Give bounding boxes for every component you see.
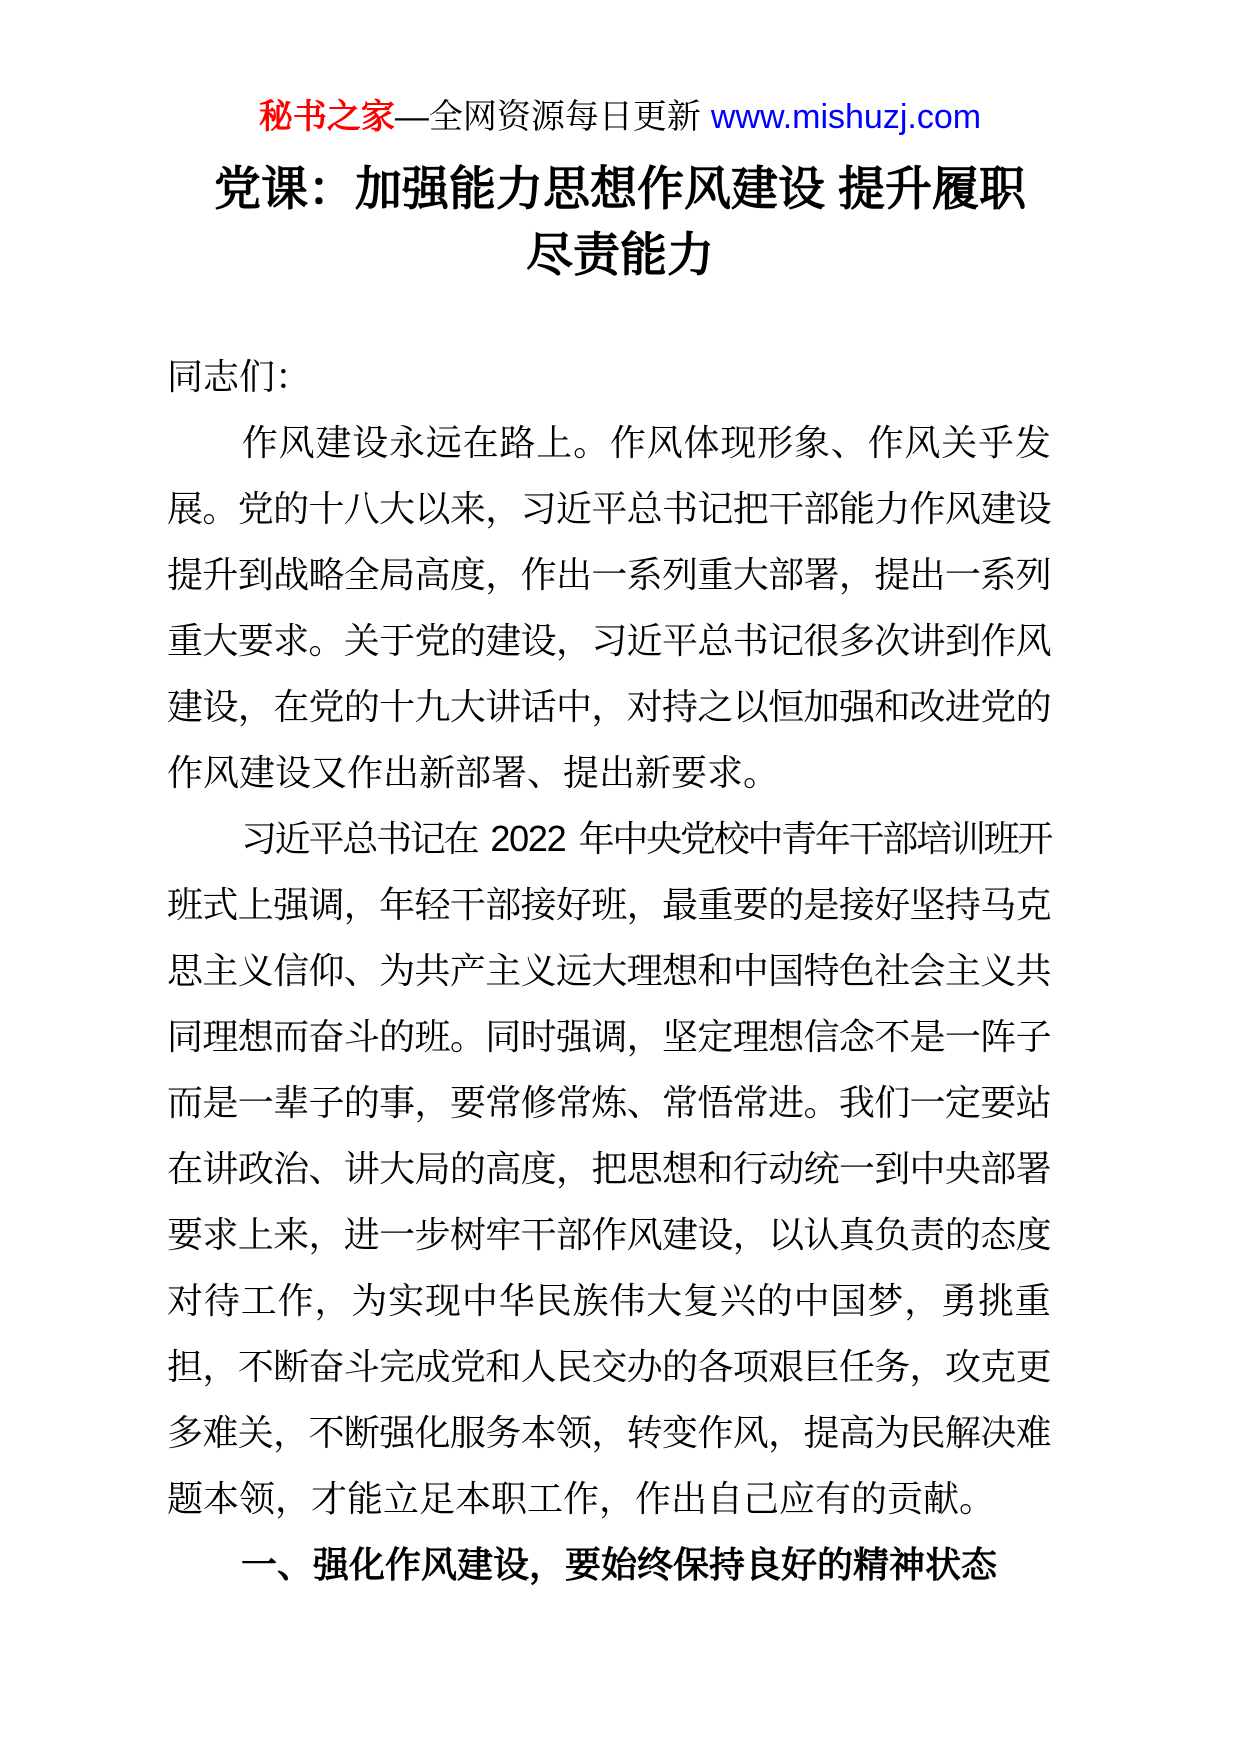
site-brand: 秘书之家: [258, 98, 395, 136]
section-heading: [167, 1532, 1051, 1598]
text-line: 提 升 到 战 略 全 局 高 度 ， 作 出 一 系 列 重 大 部 署 ， 提 出 一 系 列: [167, 554, 1052, 595]
text-line: 同 理 想 而 奋 斗 的 班 。 同 时 强 调 ， 坚 定 理 想 信 念 不 是 一 阵 子: [167, 1016, 1052, 1057]
salutation: 同志们：: [167, 356, 312, 397]
paragraphs-container: [167, 410, 1054, 1598]
text-line: 习 近 平 总 书 记 在 2 0 2 2 年 中 央 党 校 中 青 年 干 部 培 训 班 开: [241, 818, 1054, 859]
page-header: [0, 0, 1240, 138]
text-line: 要 求 上 来 ， 进 一 步 树 牢 干 部 作 风 建 设 ， 以 认 真 负 责 的 态 度: [167, 1214, 1052, 1255]
header-tagline: 全网资源每日更新: [428, 98, 701, 136]
header-separator: —: [394, 98, 429, 136]
text-line: 在 讲 政 治 、 讲 大 局 的 高 度 ， 把 思 想 和 行 动 统 一 到 中 央 部 署: [167, 1148, 1052, 1189]
text-line: 展 。 党 的 十 八 大 以 来 ， 习 近 平 总 书 记 把 干 部 能 力 作 风 建 设: [167, 488, 1052, 529]
text-line: 重 大 要 求 。 关 于 党 的 建 设 ， 习 近 平 总 书 记 很 多 次 讲 到 作 风: [167, 620, 1052, 661]
text-line: 对 待 工 作 ， 为 实 现 中 华 民 族 伟 大 复 兴 的 中 国 梦 ， 勇 挑 重: [167, 1280, 1051, 1321]
title-line: 党课：加强能力思想作风建设 提升履职: [213, 162, 1027, 215]
text-line: 而 是 一 辈 子 的 事 ， 要 常 修 常 炼 、 常 悟 常 进 。 我 们 一 定 要 站: [167, 1082, 1052, 1123]
text-line: 题本领，才能立足本职工作，作出自己应有的贡献。: [167, 1478, 996, 1519]
paragraph: [167, 806, 1054, 1532]
paragraph: [167, 410, 1051, 806]
text-line: 建 设 ， 在 党 的 十 九 大 讲 话 中 ， 对 持 之 以 恒 加 强 和 改 进 党 的: [167, 686, 1052, 727]
text-line: 作 风 建 设 永 远 在 路 上 。 作 风 体 现 形 象 、 作 风 关 乎 发: [241, 422, 1051, 463]
text-line: 一、强化作风建设，要始终保持良好的精神状态: [241, 1544, 998, 1585]
text-line: 班 式 上 强 调 ， 年 轻 干 部 接 好 班 ， 最 重 要 的 是 接 好 坚 持 马 克: [167, 884, 1052, 925]
text-line: 作风建设又作出新部署、提出新要求。: [167, 752, 780, 793]
document-title: [0, 156, 1240, 288]
document-body: [167, 344, 1054, 1598]
site-url[interactable]: www.mishuzj.com: [710, 98, 982, 136]
title-line: 尽责能力: [526, 228, 714, 281]
text-line: 思 主 义 信 仰 、 为 共 产 主 义 远 大 理 想 和 中 国 特 色 社 会 主 义 共: [167, 950, 1052, 991]
text-line: 担 ， 不 断 奋 斗 完 成 党 和 人 民 交 办 的 各 项 艰 巨 任 务 ， 攻 克 更: [167, 1346, 1052, 1387]
text-line: 多 难 关 ， 不 断 强 化 服 务 本 领 ， 转 变 作 风 ， 提 高 为 民 解 决 难: [167, 1412, 1052, 1453]
